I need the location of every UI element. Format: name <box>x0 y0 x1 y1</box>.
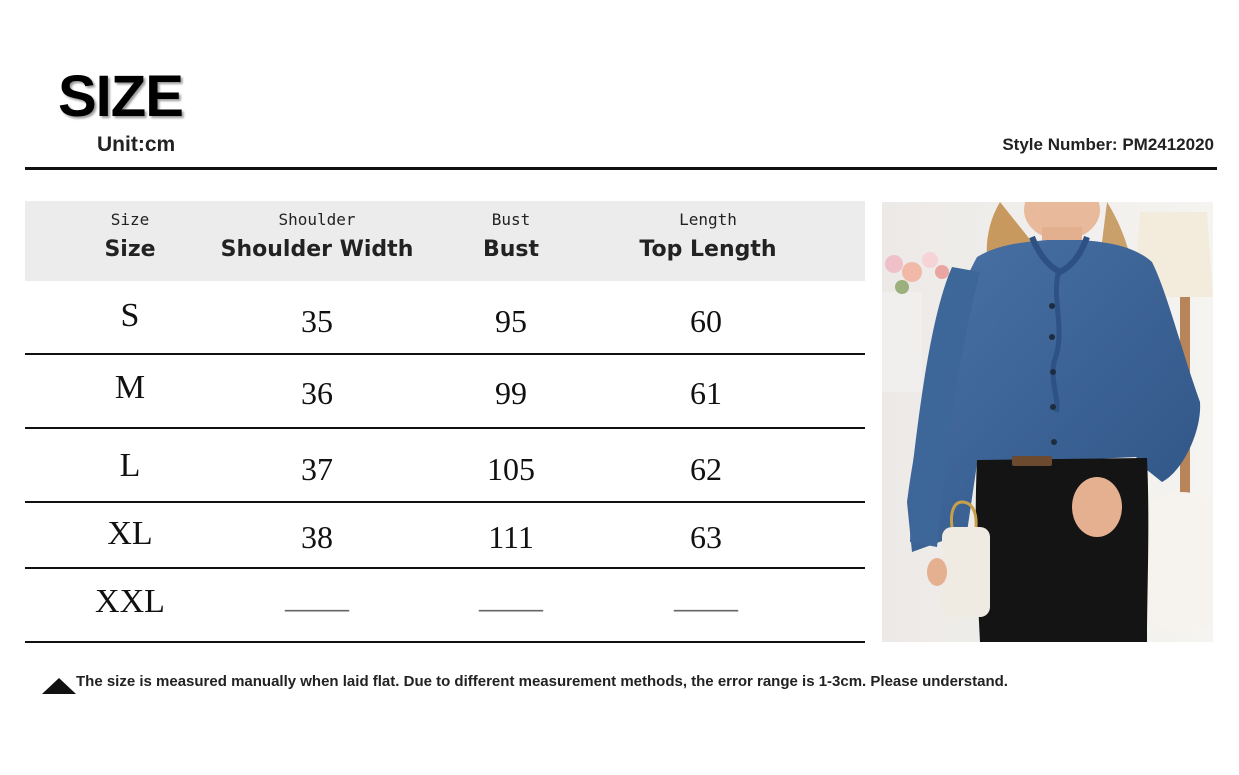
product-photo <box>882 202 1213 642</box>
length-cell: 62 <box>690 451 722 487</box>
page-title: SIZE <box>58 64 183 129</box>
size-cell: M <box>114 369 146 406</box>
column-header-small: Shoulder <box>278 210 356 229</box>
bust-cell: —— <box>479 589 543 625</box>
bust-cell: 95 <box>495 303 527 339</box>
table-row <box>25 281 865 355</box>
column-header-small: Size <box>110 210 150 229</box>
column-header-small: Length <box>679 210 737 229</box>
bust-cell: 111 <box>488 519 534 555</box>
unit-label: Unit:cm <box>97 133 176 156</box>
table-row <box>25 503 865 569</box>
shoulder-cell: 36 <box>301 375 333 411</box>
size-table <box>25 201 865 643</box>
column-header-big: Top Length <box>639 237 777 262</box>
length-cell: 60 <box>690 303 722 339</box>
table-header <box>25 201 865 281</box>
bust-cell: 99 <box>495 375 527 411</box>
size-cell: L <box>119 447 141 484</box>
size-cell: S <box>120 297 140 334</box>
column-header-big: Bust <box>482 237 540 262</box>
size-cell: XXL <box>95 583 165 620</box>
column-header-big: Size <box>104 237 156 262</box>
style-number: Style Number: PM2412020 <box>1002 135 1214 154</box>
model-illustration <box>882 202 1213 642</box>
table-row <box>25 355 865 429</box>
column-header-length <box>598 209 818 262</box>
header-divider <box>25 167 1217 170</box>
shoulder-cell: 37 <box>301 451 333 487</box>
shoulder-cell: 38 <box>301 519 333 555</box>
length-cell: 63 <box>690 519 722 555</box>
column-header-big: Shoulder Width <box>220 237 414 262</box>
measurement-note: The size is measured manually when laid flat. Due to different measurement methods, the error range is 1-3cm. Please understand. <box>76 673 1008 690</box>
bust-cell: 105 <box>487 451 535 487</box>
column-header-bust <box>401 209 621 262</box>
size-cell: XL <box>107 515 153 552</box>
length-cell: —— <box>674 589 738 625</box>
table-row <box>25 429 865 503</box>
table-row <box>25 569 865 643</box>
warning-triangle-icon <box>42 678 76 694</box>
length-cell: 61 <box>690 375 722 411</box>
column-header-small: Bust <box>491 210 531 229</box>
shoulder-cell: —— <box>285 589 349 625</box>
column-header-shoulder <box>207 209 427 262</box>
shoulder-cell: 35 <box>301 303 333 339</box>
